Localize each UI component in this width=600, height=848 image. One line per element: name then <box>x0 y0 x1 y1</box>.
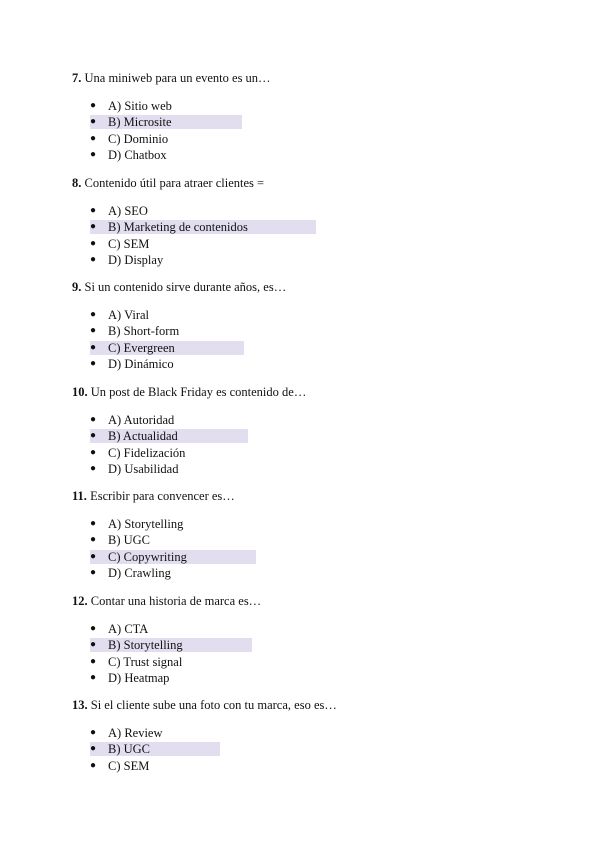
answer-option-highlighted <box>72 741 572 757</box>
answer-option-label: D) Heatmap <box>108 670 170 685</box>
question-text <box>72 70 572 86</box>
answer-option-label: D) Chatbox <box>108 147 167 162</box>
question-prompt: Una miniweb para un evento es un… <box>84 71 271 85</box>
answer-option <box>72 131 572 147</box>
answer-option-label: A) Viral <box>108 308 150 322</box>
question-number: 7. <box>72 71 82 85</box>
answer-option <box>72 147 572 163</box>
answer-option <box>72 670 572 686</box>
question-prompt: Si un contenido sirve durante años, es… <box>84 280 287 294</box>
bullet-icon: ● <box>90 309 97 320</box>
question-block <box>72 70 572 163</box>
bullet-icon: ● <box>90 237 97 249</box>
answer-option-label: D) Dinámico <box>108 356 174 371</box>
answer-options-list <box>72 307 572 372</box>
answer-option <box>72 236 572 252</box>
answer-option-label: D) Display <box>108 252 164 267</box>
answer-option <box>72 98 572 114</box>
bullet-icon: ● <box>90 414 97 425</box>
answer-option <box>72 565 572 581</box>
bullet-icon: ● <box>90 221 97 233</box>
question-block <box>72 384 572 477</box>
answer-option-label: A) Review <box>108 726 163 740</box>
answer-option <box>72 725 572 741</box>
answer-option <box>72 203 572 219</box>
answer-option-label: B) Short-form <box>108 324 180 339</box>
answer-option-highlighted <box>72 549 572 565</box>
answer-option <box>72 461 572 477</box>
bullet-icon: ● <box>90 462 97 474</box>
bullet-icon: ● <box>90 325 97 337</box>
question-prompt: Contenido útil para atraer clientes = <box>84 176 265 190</box>
question-number: 11. <box>72 489 87 503</box>
answer-option-label: C) Copywriting <box>108 549 187 564</box>
bullet-icon: ● <box>90 743 97 755</box>
question-text <box>72 279 572 295</box>
answer-options-list <box>72 621 572 686</box>
question-text <box>72 488 572 504</box>
answer-option <box>72 758 572 774</box>
answer-option-label: C) SEM <box>108 236 150 251</box>
question-prompt: Contar una historia de marca es… <box>90 594 262 608</box>
bullet-icon: ● <box>90 357 97 369</box>
question-text <box>72 175 572 191</box>
bullet-icon: ● <box>90 430 97 442</box>
bullet-icon: ● <box>90 341 97 353</box>
answer-option-label: C) Trust signal <box>108 654 183 669</box>
answer-option-label: A) SEO <box>108 204 148 218</box>
answer-option <box>72 323 572 339</box>
question-number: 8. <box>72 176 82 190</box>
answer-option-label: B) UGC <box>108 533 151 548</box>
question-block <box>72 697 572 774</box>
question-number: 13. <box>72 698 88 712</box>
bullet-icon: ● <box>90 518 97 529</box>
bullet-icon: ● <box>90 148 97 160</box>
question-number: 10. <box>72 385 88 399</box>
question-block <box>72 279 572 372</box>
answer-option-label: C) Dominio <box>108 131 169 146</box>
answer-option-label: B) Microsite <box>108 115 172 130</box>
answer-option-highlighted <box>72 219 572 235</box>
answer-options-list <box>72 725 572 774</box>
answer-option <box>72 445 572 461</box>
answer-option-highlighted <box>72 340 572 356</box>
question-prompt: Escribir para convencer es… <box>90 489 235 503</box>
answer-options-list <box>72 516 572 581</box>
answer-option-highlighted <box>72 637 572 653</box>
answer-option-label: B) UGC <box>108 742 151 757</box>
bullet-icon: ● <box>90 446 97 458</box>
answer-option-label: A) CTA <box>108 622 149 636</box>
answer-option <box>72 516 572 532</box>
bullet-icon: ● <box>90 566 97 578</box>
bullet-icon: ● <box>90 655 97 667</box>
bullet-icon: ● <box>90 623 97 634</box>
answer-option-highlighted <box>72 428 572 444</box>
bullet-icon: ● <box>90 550 97 562</box>
answer-option <box>72 356 572 372</box>
bullet-icon: ● <box>90 534 97 546</box>
bullet-icon: ● <box>90 671 97 683</box>
answer-option-label: A) Sitio web <box>108 99 172 113</box>
question-number: 12. <box>72 594 88 608</box>
answer-option-highlighted <box>72 114 572 130</box>
answer-option-label: D) Usabilidad <box>108 461 179 476</box>
answer-option-label: B) Storytelling <box>108 638 183 653</box>
answer-option <box>72 252 572 268</box>
bullet-icon: ● <box>90 639 97 651</box>
answer-option-label: C) Fidelización <box>108 445 186 460</box>
answer-option <box>72 532 572 548</box>
question-prompt: Un post de Black Friday es contenido de… <box>90 385 307 399</box>
bullet-icon: ● <box>90 205 97 216</box>
answer-options-list <box>72 98 572 163</box>
answer-option-label: B) Marketing de contenidos <box>108 220 248 235</box>
question-text <box>72 697 572 713</box>
question-block <box>72 488 572 581</box>
bullet-icon: ● <box>90 132 97 144</box>
answer-option-label: D) Crawling <box>108 565 171 580</box>
answer-option-label: A) Autoridad <box>108 413 175 427</box>
answer-options-list <box>72 412 572 477</box>
answer-option <box>72 307 572 323</box>
answer-option <box>72 654 572 670</box>
question-text <box>72 384 572 400</box>
bullet-icon: ● <box>90 253 97 265</box>
question-prompt: Si el cliente sube una foto con tu marca, eso es… <box>90 698 337 712</box>
bullet-icon: ● <box>90 759 97 771</box>
question-text <box>72 593 572 609</box>
answer-option-label: C) SEM <box>108 758 150 773</box>
bullet-icon: ● <box>90 116 97 128</box>
bullet-icon: ● <box>90 100 97 111</box>
question-block <box>72 593 572 686</box>
answer-option-label: B) Actualidad <box>108 429 178 444</box>
answer-option <box>72 621 572 637</box>
answer-option <box>72 412 572 428</box>
bullet-icon: ● <box>90 727 97 738</box>
question-number: 9. <box>72 280 82 294</box>
question-block <box>72 175 572 268</box>
answer-option-label: A) Storytelling <box>108 517 184 531</box>
answer-options-list <box>72 203 572 268</box>
answer-option-label: C) Evergreen <box>108 340 175 355</box>
